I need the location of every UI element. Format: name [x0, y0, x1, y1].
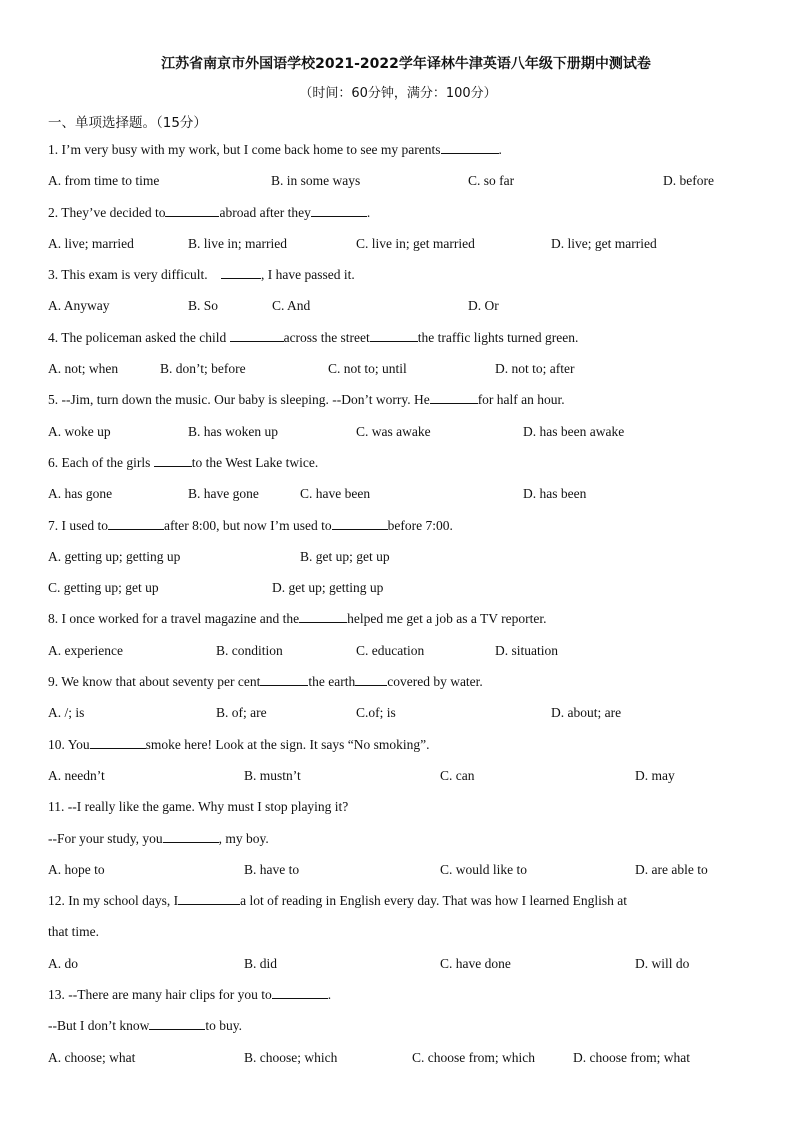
- answer-blank: [370, 327, 418, 342]
- option-a[interactable]: A. Anyway: [48, 298, 110, 314]
- exam-title: 江苏省南京市外国语学校2021-2022学年译林牛津英语八年级下册期中测试卷: [161, 56, 651, 72]
- question-3-text-2: , I have passed it.: [260, 267, 355, 283]
- question-12-text-2: a lot of reading in English every day. That was how I learned English at: [240, 893, 628, 909]
- option-d[interactable]: D. get up; getting up: [272, 580, 384, 596]
- question-4-options: [48, 353, 748, 384]
- option-c[interactable]: C. not to; until: [328, 361, 407, 377]
- answer-blank: [260, 671, 308, 686]
- option-b[interactable]: B. don’t; before: [160, 361, 246, 377]
- question-12-stem-cont: [48, 916, 748, 947]
- question-11-text-3: , my boy.: [218, 830, 269, 846]
- question-12-text-1: 12. In my school days, I: [48, 893, 179, 909]
- question-9-text-2: the earth: [308, 674, 356, 690]
- question-10-stem: [48, 729, 748, 760]
- option-b[interactable]: B. in some ways: [271, 173, 361, 189]
- answer-blank: [149, 1015, 205, 1030]
- question-2-options: [48, 228, 748, 259]
- option-b[interactable]: B. live in; married: [188, 235, 287, 251]
- option-d[interactable]: D. are able to: [635, 861, 708, 877]
- question-9-text-1: 9. We know that about seventy per cent: [48, 674, 261, 690]
- option-a[interactable]: A. do: [48, 955, 78, 971]
- option-b[interactable]: B. of; are: [216, 705, 267, 721]
- option-b[interactable]: B. has woken up: [188, 423, 278, 439]
- answer-blank: [311, 202, 367, 217]
- option-a[interactable]: A. getting up; getting up: [48, 548, 181, 564]
- option-d[interactable]: D. will do: [635, 955, 690, 971]
- option-a[interactable]: A. /; is: [48, 705, 85, 721]
- question-10-text-1: 10. You: [48, 736, 90, 752]
- question-13-text-2: --But I don’t know: [48, 1018, 150, 1034]
- question-1-stem: [48, 134, 748, 165]
- question-11-text-2: --For your study, you: [48, 830, 163, 846]
- option-b[interactable]: B. mustn’t: [244, 767, 301, 783]
- option-d[interactable]: D. not to; after: [495, 361, 575, 377]
- option-d[interactable]: D. has been: [523, 486, 587, 502]
- option-b[interactable]: B. get up; get up: [300, 548, 390, 564]
- question-12-stem: [48, 885, 748, 916]
- question-7-text-1: 7. I used to: [48, 517, 108, 533]
- question-5-text-2: for half an hour.: [477, 392, 565, 408]
- section-heading: 一、单项选择题。（15分）: [48, 115, 207, 131]
- question-3-text-1: 3. This exam is very difficult.: [48, 267, 211, 283]
- question-7-options-row-1: [48, 541, 748, 572]
- option-d[interactable]: D. situation: [495, 642, 558, 658]
- question-6-options: [48, 478, 748, 509]
- question-6-text-1: 6. Each of the girls: [48, 454, 154, 470]
- question-8-stem: [48, 603, 748, 634]
- option-b[interactable]: B. did: [244, 955, 278, 971]
- option-c[interactable]: C. have been: [300, 486, 371, 502]
- answer-blank: [430, 389, 478, 404]
- option-c[interactable]: C. live in; get married: [356, 235, 475, 251]
- option-a[interactable]: A. needn’t: [48, 767, 105, 783]
- answer-blank: [221, 264, 261, 279]
- question-2-stem: [48, 197, 748, 228]
- answer-blank: [108, 515, 164, 530]
- answer-blank: [332, 515, 388, 530]
- option-a[interactable]: A. has gone: [48, 486, 113, 502]
- answer-blank: [355, 671, 387, 686]
- answer-blank: [441, 139, 499, 154]
- question-11-response: [48, 823, 748, 854]
- option-d[interactable]: D. may: [635, 767, 675, 783]
- answer-blank: [163, 828, 219, 843]
- question-13-response: [48, 1010, 748, 1041]
- option-c[interactable]: C. can: [440, 767, 475, 783]
- question-1-end: .: [498, 142, 502, 157]
- question-11-text-1: 11. --I really like the game. Why must I stop playing it?: [48, 799, 349, 815]
- answer-blank: [230, 327, 284, 342]
- option-c[interactable]: C. would like to: [440, 861, 527, 877]
- option-b[interactable]: B. have gone: [188, 486, 259, 502]
- option-c[interactable]: C. was awake: [356, 423, 431, 439]
- answer-blank: [299, 608, 347, 623]
- option-b[interactable]: B. So: [188, 298, 219, 314]
- question-4-text-3: the traffic lights turned green.: [417, 329, 579, 345]
- question-12-text-3: that time.: [48, 924, 99, 940]
- option-a[interactable]: A. from time to time: [48, 173, 160, 189]
- question-4-text-1: 4. The policeman asked the child: [48, 329, 230, 345]
- question-5-options: [48, 416, 748, 447]
- question-4-stem: [48, 322, 748, 353]
- option-a[interactable]: A. hope to: [48, 861, 105, 877]
- option-b[interactable]: B. have to: [244, 861, 300, 877]
- question-11-options: [48, 854, 748, 885]
- exam-page: [48, 52, 748, 1073]
- question-4-text-2: across the street: [283, 329, 370, 345]
- question-13-end: .: [327, 987, 332, 1003]
- question-5-stem: [48, 384, 748, 415]
- question-8-text-1: 8. I once worked for a travel magazine and the: [48, 611, 300, 627]
- question-9-stem: [48, 666, 748, 697]
- question-13-text-3: to buy.: [205, 1018, 242, 1034]
- option-d[interactable]: D. about; are: [551, 705, 622, 721]
- option-b[interactable]: B. condition: [216, 642, 283, 658]
- option-c[interactable]: C. And: [272, 298, 311, 314]
- question-6-stem: [48, 447, 748, 478]
- question-9-text-3: covered by water.: [387, 674, 483, 690]
- answer-blank: [90, 734, 146, 749]
- option-c[interactable]: C.of; is: [356, 705, 396, 721]
- question-8-options: [48, 635, 748, 666]
- answer-blank: [165, 202, 219, 217]
- exam-subtitle: （时间：60分钟，满分：100分）: [299, 86, 497, 101]
- question-7-text-3: before 7:00.: [387, 517, 453, 533]
- question-2-text-2: abroad after they: [219, 204, 311, 220]
- option-a[interactable]: A. experience: [48, 642, 123, 658]
- option-d[interactable]: D. has been awake: [523, 423, 625, 439]
- question-13-text-1: 13. --There are many hair clips for you to: [48, 987, 272, 1003]
- option-c[interactable]: C. choose from; which: [412, 1049, 535, 1065]
- answer-blank: [154, 452, 192, 467]
- question-2-text-1: 2. They’ve decided to: [48, 204, 166, 220]
- answer-blank: [178, 890, 240, 905]
- option-a[interactable]: A. not; when: [48, 361, 119, 377]
- question-10-options: [48, 760, 748, 791]
- option-b[interactable]: B. choose; which: [244, 1049, 338, 1065]
- question-9-options: [48, 697, 748, 728]
- option-c[interactable]: C. so far: [468, 173, 515, 189]
- answer-blank: [272, 984, 328, 999]
- question-13-stem: [48, 979, 748, 1010]
- question-3-stem: [48, 259, 748, 290]
- option-a[interactable]: A. live; married: [48, 235, 134, 251]
- question-13-options: [48, 1042, 748, 1073]
- question-2-end: .: [366, 204, 371, 220]
- question-7-text-2: after 8:00, but now I’m used to: [164, 517, 332, 533]
- question-5-text-1: 5. --Jim, turn down the music. Our baby is sleeping. --Don’t worry. He: [48, 392, 430, 408]
- question-12-options: [48, 948, 748, 979]
- option-a[interactable]: A. choose; what: [48, 1049, 136, 1065]
- question-3-options: [48, 290, 748, 321]
- option-d[interactable]: D. choose from; what: [573, 1049, 690, 1065]
- option-d[interactable]: D. live; get married: [551, 235, 657, 251]
- question-11-stem: [48, 791, 748, 822]
- option-c[interactable]: C. have done: [440, 955, 511, 971]
- option-c[interactable]: C. education: [356, 642, 425, 658]
- question-8-text-2: helped me get a job as a TV reporter.: [347, 611, 547, 627]
- question-7-stem: [48, 510, 748, 541]
- option-c[interactable]: C. getting up; get up: [48, 580, 159, 596]
- question-1-options: [48, 165, 748, 196]
- question-10-text-2: smoke here! Look at the sign. It says “No smoking”.: [145, 736, 430, 752]
- option-d[interactable]: D. Or: [468, 298, 499, 314]
- question-6-text-2: to the West Lake twice.: [191, 454, 319, 470]
- question-7-options-row-2: [48, 572, 748, 603]
- option-d[interactable]: D. before: [663, 173, 714, 189]
- question-1-text: 1. I’m very busy with my work, but I come back home to see my parents: [48, 142, 441, 157]
- option-a[interactable]: A. woke up: [48, 423, 111, 439]
